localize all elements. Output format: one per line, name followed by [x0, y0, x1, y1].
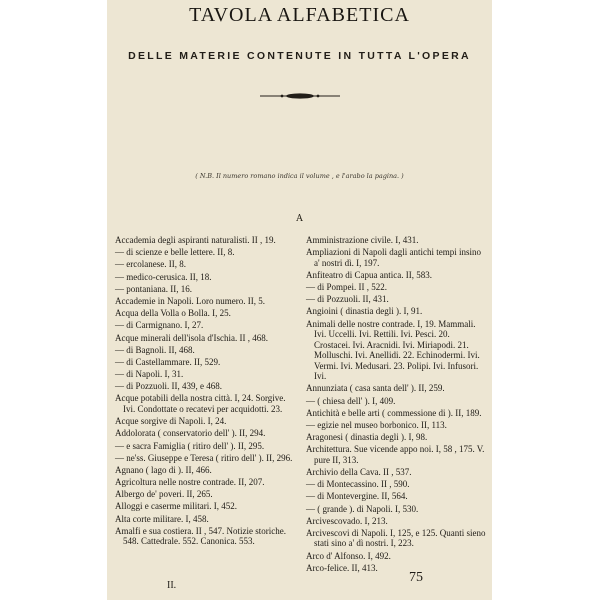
- index-entry: — di Pozzuoli. II, 439, e 468.: [115, 381, 222, 392]
- index-entry: — ( grande ). di Napoli. I, 530.: [306, 503, 419, 514]
- index-entry: — di Pozzuoli. II, 431.: [306, 294, 389, 305]
- index-entry: Annunziata ( casa santa dell' ). II, 259.: [306, 383, 445, 394]
- index-entry: Angioini ( dinastia degli ). I, 91.: [306, 306, 423, 317]
- index-entry: Agricoltura nelle nostre contrade. II, 207.: [115, 477, 265, 488]
- index-column-right: [306, 235, 488, 575]
- index-entry: — pontaniana. II, 16.: [115, 283, 192, 294]
- index-entry: Antichità e belle arti ( commessione di ). II, 189.: [306, 407, 482, 418]
- index-entry: Animali delle nostre contrade. I, 19. Mammali. Ivi. Uccelli. Ivi. Rettili. Ivi. Pesci. 20. Crostacei. Ivi. Aracnidi. Ivi. Miriapodi. 21. Molluschi. Ivi. Anellidi. 22. Echinodermi. Ivi. Vermi. Ivi. Medusari. 23. Polipi. Ivi. Infusori. Ivi.: [306, 318, 480, 382]
- index-entry: Amalfi e sua costiera. II , 547. Notizie storiche. 548. Cattedrale. 552. Canonica. 553.: [115, 525, 286, 547]
- book-page: [107, 0, 492, 600]
- index-entry: — ercolanese. II, 8.: [115, 259, 186, 270]
- index-entry: Archivio della Cava. II , 537.: [306, 466, 412, 477]
- index-entry: — di Napoli. I, 31.: [115, 369, 184, 380]
- index-entry: Agnano ( lago di ). II, 466.: [115, 464, 212, 475]
- index-entry: Acque potabili della nostra città. I, 24. Sorgive. Ivi. Condottate o recatevi per acquidotti. 23.: [115, 393, 286, 414]
- index-entry: — di Carmignano. I, 27.: [115, 320, 204, 331]
- index-entry: Amministrazione civile. I, 431.: [306, 235, 419, 245]
- section-letter: A: [296, 214, 303, 224]
- index-entry: — e sacra Famiglia ( ritiro dell' ). II, 295.: [115, 440, 265, 451]
- index-entry: Addolorata ( conservatorio dell' ). II, 294.: [115, 428, 266, 439]
- ornament-divider-icon: [260, 91, 340, 101]
- index-entry: Ampliazioni di Napoli dagli antichi tempi insino a' nostri dì. I, 197.: [306, 247, 481, 268]
- index-entry: — ( chiesa dell' ). I, 409.: [306, 395, 396, 406]
- index-entry: Alloggi e caserme militari. I, 452.: [115, 501, 237, 512]
- page-subtitle: DELLE MATERIE CONTENUTE IN TUTTA L'OPERA: [128, 50, 471, 62]
- index-entry: — di Montevergine. II, 564.: [306, 491, 408, 502]
- index-entry: — egizie nel museo borbonico. II, 113.: [306, 419, 447, 430]
- page-title: TAVOLA ALFABETICA: [189, 4, 410, 26]
- index-entry: — di Bagnoli. II, 468.: [115, 344, 195, 355]
- index-entry: Arco-felice. II, 413.: [306, 562, 378, 573]
- index-entry: Arco d' Alfonso. I, 492.: [306, 550, 391, 561]
- index-entry: Albergo de' poveri. II, 265.: [115, 489, 213, 500]
- page-number: 75: [409, 570, 423, 585]
- index-entry: — di Castellammare. II, 529.: [115, 356, 221, 367]
- index-entry: — di scienze e belle lettere. II, 8.: [115, 247, 235, 258]
- index-entry: — di Pompei. II , 522.: [306, 282, 387, 293]
- index-entry: Acqua della Volla o Bolla. I, 25.: [115, 308, 231, 319]
- index-entry: — medico-cerusica. II, 18.: [115, 271, 212, 282]
- index-entry: — ne'ss. Giuseppe e Teresa ( ritiro dell' ). II, 296.: [115, 452, 293, 463]
- index-entry: Alta corte militare. I, 458.: [115, 513, 209, 524]
- index-entry: Acque minerali dell'isola d'Ischia. II , 468.: [115, 332, 268, 343]
- reading-note: ( N.B. Il numero romano indica il volume , e l'arabo la pagina. ): [195, 172, 404, 180]
- index-column-left: [115, 235, 297, 549]
- signature-mark: II.: [167, 580, 177, 591]
- index-entry: Acque sorgive di Napoli. I, 24.: [115, 416, 227, 427]
- index-entry: Arcivescovi di Napoli. I, 125, e 125. Quanti sieno stati sino a' dì nostri. I, 223.: [306, 527, 486, 549]
- index-entry: Accademia degli aspiranti naturalisti. II , 19.: [115, 235, 276, 245]
- index-entry: — di Montecassino. II , 590.: [306, 479, 410, 490]
- index-entry: Accademie in Napoli. Loro numero. II, 5.: [115, 295, 265, 306]
- index-entry: Aragonesi ( dinastia degli ). I, 98.: [306, 432, 428, 443]
- index-entry: Anfiteatro di Capua antica. II, 583.: [306, 269, 432, 280]
- index-entry: Arcivescovado. I, 213.: [306, 515, 388, 526]
- index-entry: Architettura. Sue vicende appo noi. I, 58 , 175. V. pure II, 313.: [306, 444, 485, 465]
